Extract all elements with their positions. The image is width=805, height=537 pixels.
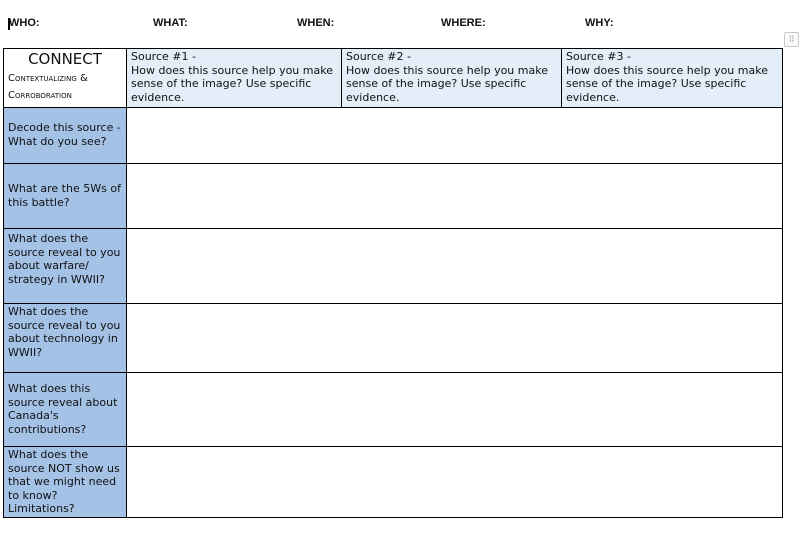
source-2-prompt: How does this source help you make sense of the image? Use specific evidence. bbox=[346, 63, 548, 104]
what-label[interactable]: WHAT: bbox=[153, 17, 188, 29]
source-1-prompt: How does this source help you make sense of the image? Use specific evidence. bbox=[131, 63, 333, 104]
table-row bbox=[4, 229, 783, 304]
source-3-prompt: How does this source help you make sense of the image? Use specific evidence. bbox=[566, 63, 768, 104]
move-handle-icon[interactable]: ⠿ bbox=[784, 32, 799, 47]
table-row bbox=[4, 447, 783, 518]
row-label-technology[interactable]: What does the source reveal to you about technology in WWII? bbox=[4, 304, 127, 373]
table-row bbox=[4, 304, 783, 373]
row-label-canada[interactable]: What does this source reveal about Canada's contributions? bbox=[4, 373, 127, 447]
row-label-5ws[interactable]: What are the 5Ws of this battle? bbox=[4, 164, 127, 229]
answer-area[interactable] bbox=[127, 229, 783, 304]
connect-subtitle-2: Corroboration bbox=[8, 90, 72, 101]
connect-title: CONNECT bbox=[28, 50, 102, 68]
connect-table bbox=[3, 48, 783, 518]
source-2-header[interactable] bbox=[342, 49, 562, 108]
source-3-header[interactable] bbox=[562, 49, 783, 108]
who-label[interactable]: WHO: bbox=[9, 17, 40, 29]
answer-area[interactable] bbox=[127, 304, 783, 373]
answer-area[interactable] bbox=[127, 373, 783, 447]
table-row bbox=[4, 373, 783, 447]
where-label[interactable]: WHERE: bbox=[441, 17, 486, 29]
source-1-header[interactable] bbox=[127, 49, 342, 108]
table-row bbox=[4, 164, 783, 229]
connect-header-cell[interactable] bbox=[4, 49, 127, 108]
source-1-title: Source #1 - bbox=[131, 50, 196, 63]
answer-area[interactable] bbox=[127, 447, 783, 518]
why-label[interactable]: WHY: bbox=[585, 17, 614, 29]
row-label-warfare[interactable]: What does the source reveal to you about warfare/ strategy in WWII? bbox=[4, 229, 127, 304]
connect-subtitle-1: Contextualizing & bbox=[8, 73, 88, 84]
table-row bbox=[4, 108, 783, 164]
row-label-decode[interactable]: Decode this source - What do you see? bbox=[4, 108, 127, 164]
source-3-title: Source #3 - bbox=[566, 50, 631, 63]
answer-area[interactable] bbox=[127, 108, 783, 164]
answer-area[interactable] bbox=[127, 164, 783, 229]
when-label[interactable]: WHEN: bbox=[297, 17, 335, 29]
table-header-row bbox=[4, 49, 783, 108]
source-2-title: Source #2 - bbox=[346, 50, 411, 63]
row-label-limitations[interactable]: What does the source NOT show us that we might need to know? Limitations? bbox=[4, 447, 127, 518]
